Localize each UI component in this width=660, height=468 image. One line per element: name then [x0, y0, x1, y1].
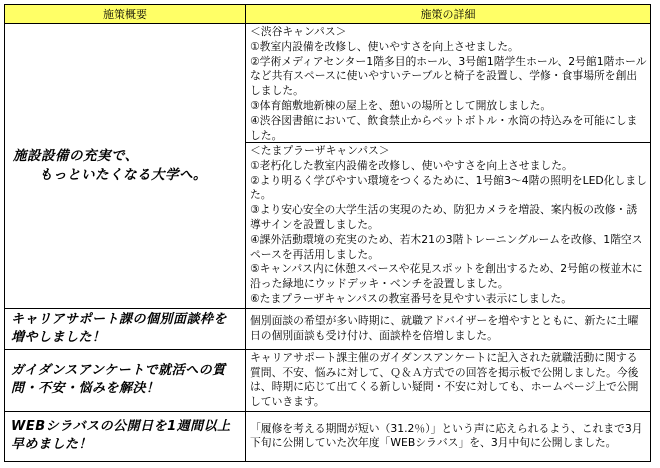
- summary-cell-guidance: ガイダンスアンケートで就活への質問・不安・悩みを解決！: [5, 349, 246, 411]
- detail-line: ②学術メディアセンター1階多目的ホール、3号館1階学生ホール、2号館1階ホールなど共有スペースに使いやすいテーブルと椅子を設置し、学修・食事場所を創出しました。: [250, 54, 647, 98]
- summary-line: もっといたくなる大学へ。: [39, 166, 207, 183]
- detail-line: ①教室内設備を改修し、使いやすさを向上させました。: [250, 39, 519, 53]
- summary-cell-career: キャリアサポート課の個別面談枠を増やしました！: [5, 308, 246, 349]
- detail-line: ＜たまプラーザキャンパス＞: [250, 144, 390, 157]
- table-row: [5, 308, 651, 349]
- detail-line: ②より明るく学びやすい環境をつくるために、1号館3～4階の照明をLED化しました。: [250, 173, 647, 202]
- table-header-row: [5, 5, 651, 24]
- tama-campus-block: [246, 142, 650, 308]
- detail-line: ⑥たまプラーザキャンパスの教室番号を見やすい表示にしました。: [250, 291, 573, 305]
- detail-line: ④渋谷図書館において、飲食禁止からペットボトル・水筒の持込みを可能にしました。: [250, 113, 638, 142]
- header-detail: 施策の詳細: [246, 5, 651, 24]
- policy-table: [4, 4, 650, 464]
- detail-line: ①老朽化した教室内設備を改修し、使いやすさを向上させました。: [250, 158, 573, 172]
- shibuya-campus-block: [246, 24, 650, 142]
- summary-cell-facilities: [5, 24, 246, 309]
- summary-line: 施設設備の充実で、: [13, 147, 139, 164]
- detail-line: ③体育館敷地新棟の屋上を、憩いの場所として開放しました。: [250, 98, 552, 112]
- detail-line: ③より安心安全の大学生活の実現のため、防犯カメラを増設、案内板の改修・誘導サインを設置しました。: [250, 203, 638, 231]
- summary-cell-syllabus: WEBシラバスの公開日を1週間以上早めました！: [5, 411, 246, 461]
- detail-line: ＜渋谷キャンパス＞: [250, 25, 347, 38]
- detail-cell-syllabus: 「履修を考える期間が短い（31.2％）」という声に応えられるよう、これまで3月下旬に公開していた次年度「WEBシラバス」を、3月中旬に公開しました。: [246, 411, 651, 461]
- detail-cell-guidance: キャリアサポート課主催のガイダンスアンケートに記入された就職活動に関する質問、不安、悩みに対して、Ｑ＆Ａ方式での回答を掲示板で公開しました。今後は、時期に応じて出てくる新しい疑問・不安に対しても、ホームページ上で公開していきます。: [246, 349, 651, 411]
- table-row: [5, 24, 651, 309]
- detail-line: ④課外活動環境の充実のため、若木21の3階トレーニングルームを改修、1階空スペースを再活用しました。: [250, 232, 643, 261]
- detail-cell-facilities: [246, 24, 651, 309]
- table-row: [5, 349, 651, 411]
- table-row: [5, 411, 651, 461]
- detail-line: ⑤キャンパス内に休憩スペースや花見スポットを創出するため、2号館の桜並木に沿った緑地にウッドデッキ・ベンチを設置しました。: [250, 262, 643, 291]
- header-summary: 施策概要: [5, 5, 246, 24]
- detail-cell-career: 個別面談の希望が多い時期に、就職アドバイザーを増やすとともに、新たに土曜日の個別面談も受け付け、面談枠を倍増しました。: [246, 308, 651, 349]
